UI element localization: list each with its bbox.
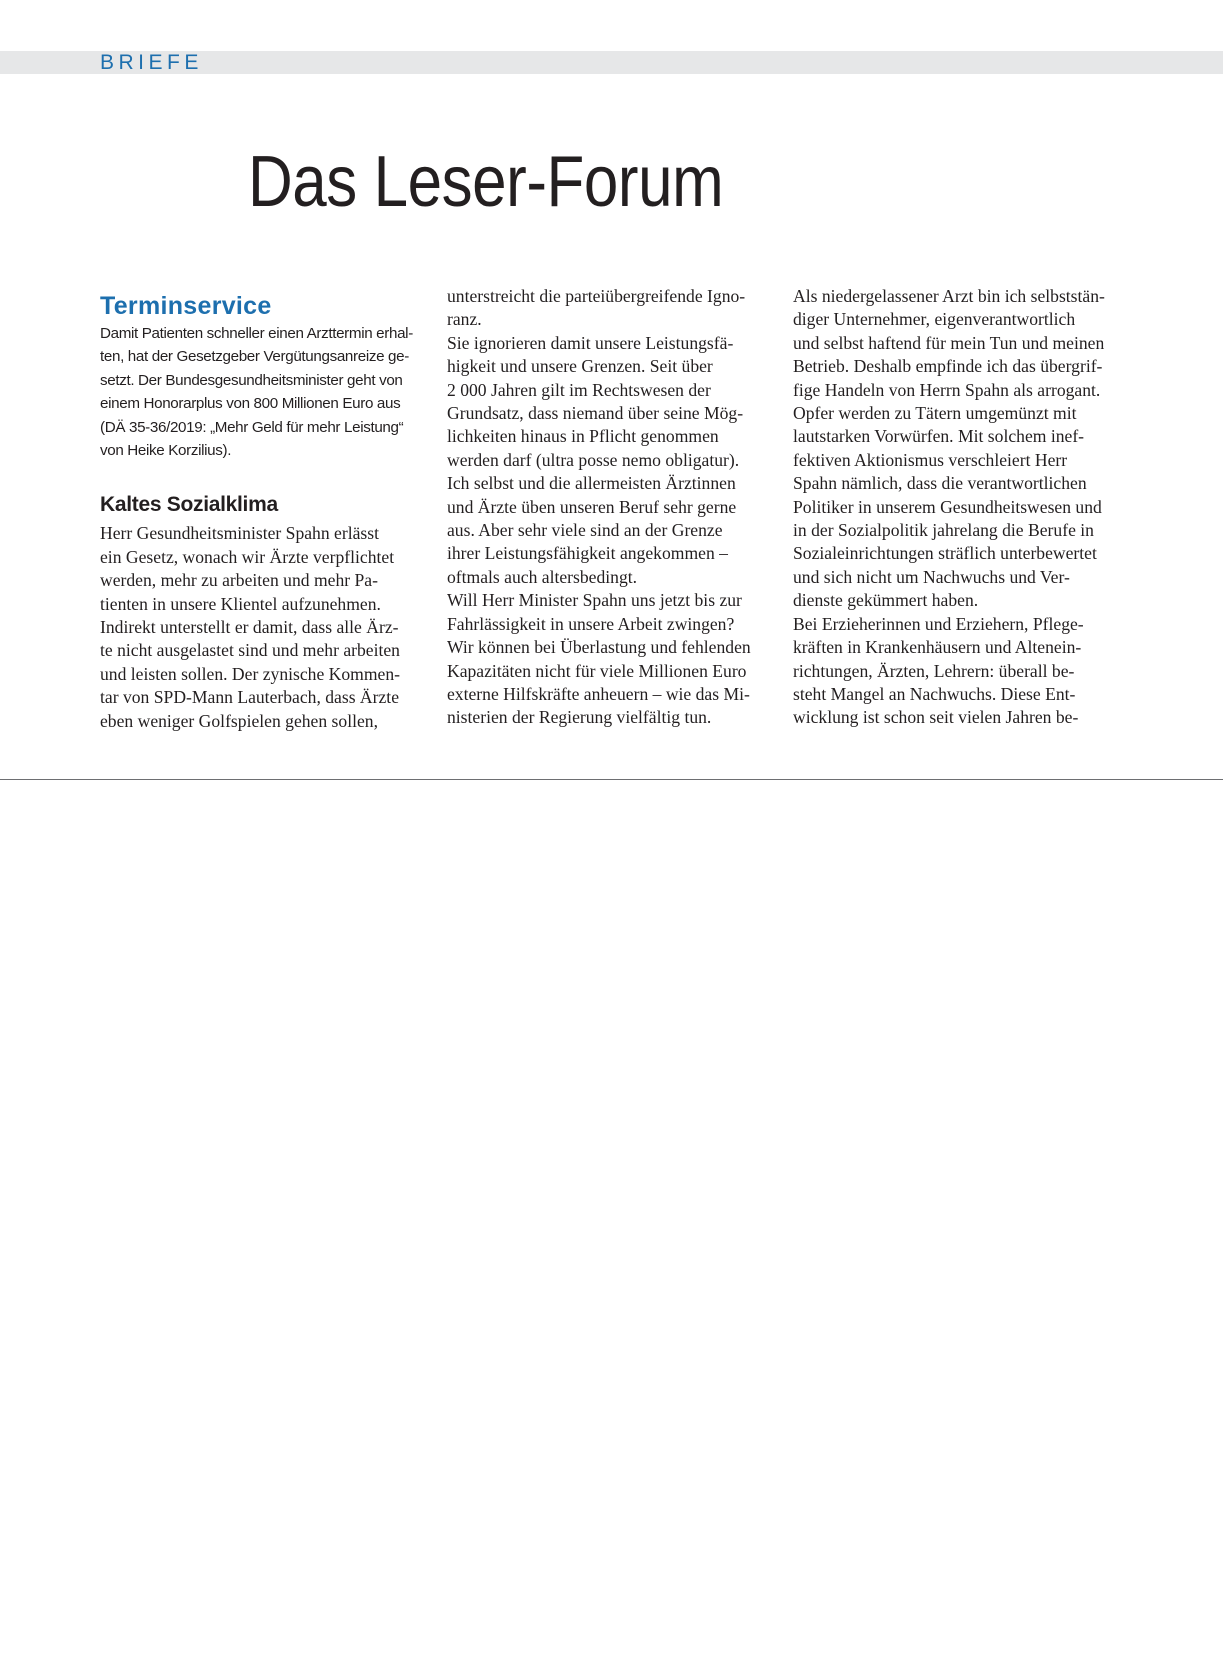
- topic-intro: Damit Patienten schneller einen Arzttermin erhal- ten, hat der Gesetzgeber Vergütungsanreize ge- setzt. Der Bundesgesundheitsminister geht von einem Honorarplus von 800 Millionen Euro aus (DÄ 35-36/2019: „Mehr Geld für mehr Leistung“ von Heike Korzilius).: [100, 325, 413, 460]
- topic-heading: Terminservice: [100, 292, 272, 320]
- article-column-1: [100, 288, 430, 733]
- article-column-3: [793, 288, 1123, 730]
- article-column-2: [447, 288, 777, 730]
- page-title: Das Leser-Forum: [248, 142, 724, 222]
- section-label: BRIEFE: [100, 51, 203, 74]
- letter-heading: Kaltes Sozialklima: [100, 493, 278, 517]
- bottom-divider: [0, 779, 1223, 780]
- letter-body-col2: unterstreicht die parteiübergreifende Igno- ranz. Sie ignorieren damit unsere Leistungsfä- higkeit und unsere Grenzen. Seit über 2 000 Jahren gilt im Rechtswesen der Grundsatz, dass niemand über seine Mög- lichkeiten hinaus in Pflicht genommen werden darf (ultra posse nemo obligatur). Ich selbst und die allermeisten Ärztinnen und Ärzte üben unseren Beruf sehr gerne aus. Aber sehr viele sind an der Grenze ihrer Leistungsfähigkeit angekommen – oftmals auch altersbedingt. Will Herr Minister Spahn uns jetzt bis zur Fahrlässigkeit in unsere Arbeit zwingen? Wir können bei Überlastung und fehlenden Kapazitäten nicht für viele Millionen Euro externe Hilfskräfte anheuern – wie das Mi- nisterien der Regierung vielfältig tun.: [447, 286, 751, 728]
- letter-body-col1: Herr Gesundheitsminister Spahn erlässt ein Gesetz, wonach wir Ärzte verpflichtet werden, mehr zu arbeiten und mehr Pa- tienten in unsere Klientel aufzunehmen. Indirekt unterstellt er damit, dass alle Ärz- te nicht ausgelastet sind und mehr arbeiten und leisten sollen. Der zynische Kommen- tar von SPD-Mann Lauterbach, dass Ärzte eben weniger Golfspielen gehen sollen,: [100, 523, 400, 731]
- letter-body-col3: Als niedergelassener Arzt bin ich selbststän- diger Unternehmer, eigenverantwortlich und selbst haftend für mein Tun und meinen Betrieb. Deshalb empfinde ich das übergrif- fige Handeln von Herrn Spahn als arrogant. Opfer werden zu Tätern umgemünzt mit lautstarken Vorwürfen. Mit solchem inef- fektiven Aktionismus verschleiert Herr Spahn nämlich, dass die verantwortlichen Politiker in unserem Gesundheitswesen und in der Sozialpolitik jahrelang die Berufe in Sozialeinrichtungen sträflich unterbewertet und sich nicht um Nachwuchs und Ver- dienste gekümmert haben. Bei Erzieherinnen und Erziehern, Pflege- kräften in Krankenhäusern und Altenein- richtungen, Ärzten, Lehrern: überall be- steht Mangel an Nachwuchs. Diese Ent- wicklung ist schon seit vielen Jahren be-: [793, 286, 1105, 728]
